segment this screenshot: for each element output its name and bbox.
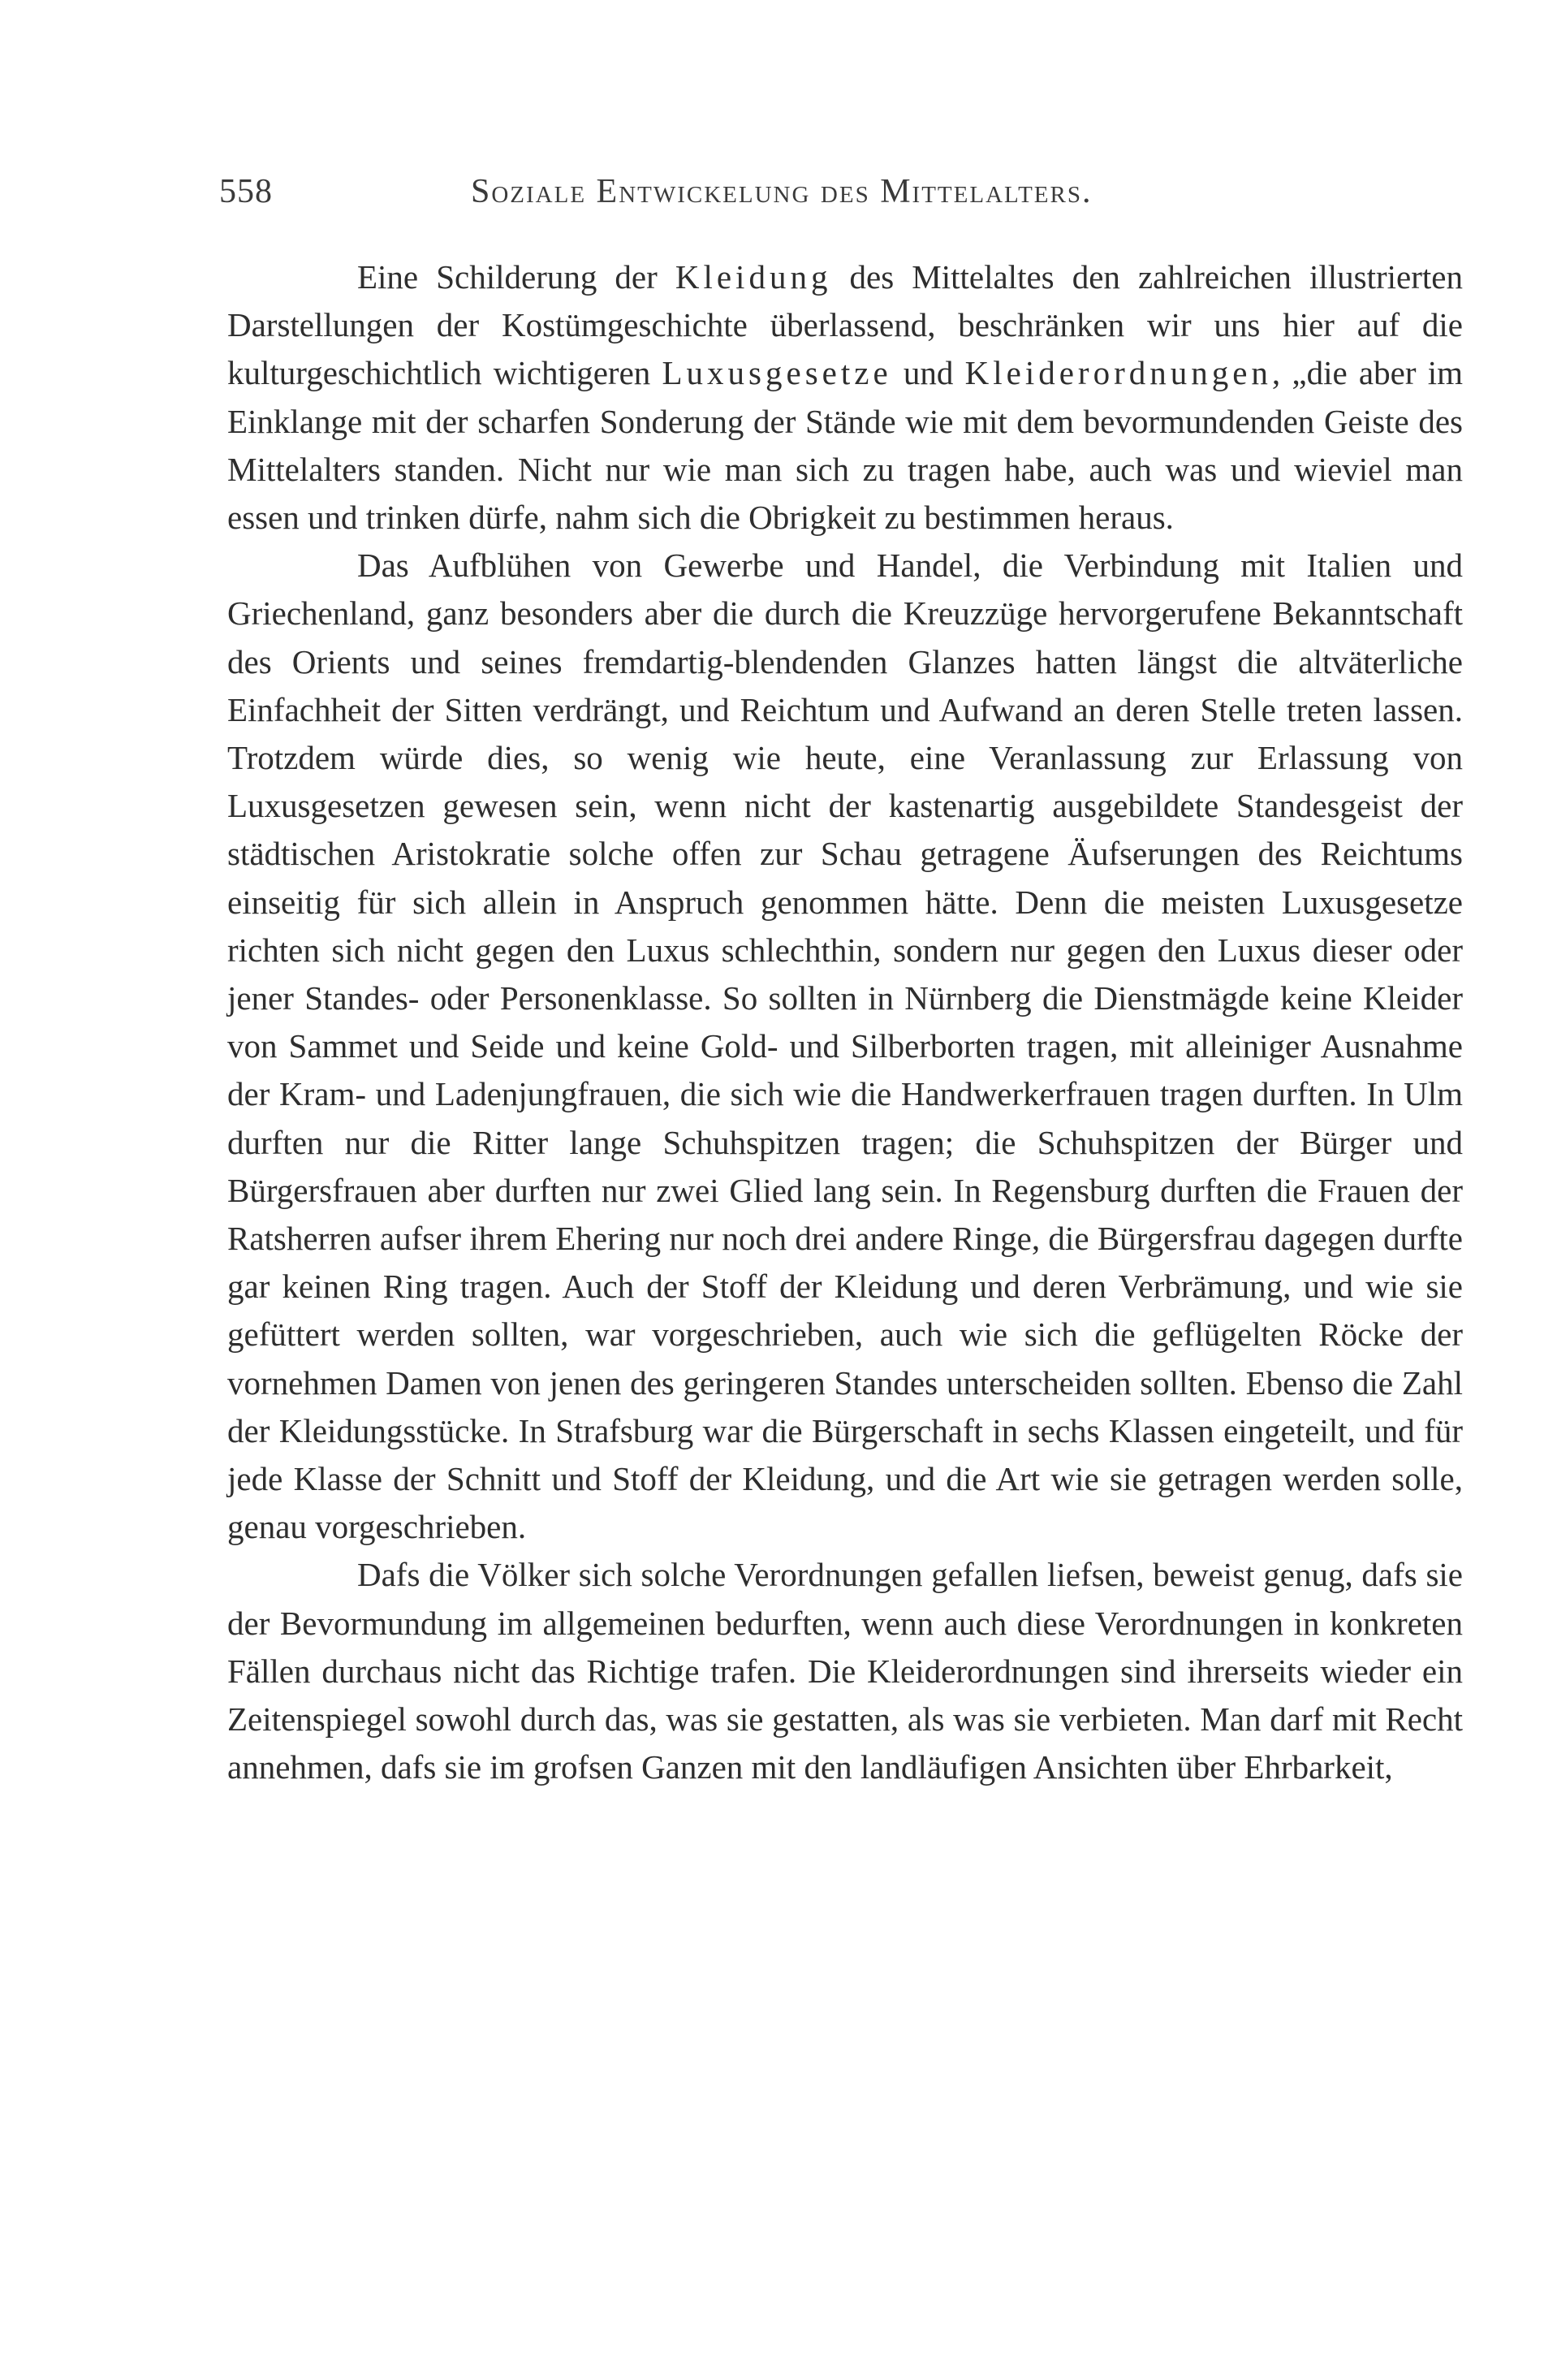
page-number: 558 — [219, 173, 273, 210]
body-text — [227, 253, 1463, 1792]
paragraph-3: Dafs die Völker sich solche Verordnungen gefallen liefsen, beweist genug, dafs sie der Bevormundung im allgemeinen bedurften, wenn auch diese Verordnungen in konkreten Fällen durchaus nicht das Richtige trafen. Die Kleiderordnungen sind ihrerseits wieder ein Zeitenspiegel sowohl durch das, was sie gestatten, als was sie verbieten. Man darf mit Recht annehmen, dafs sie im grofsen Ganzen mit den landläufigen Ansichten über Ehrbarkeit, — [227, 1556, 1463, 1786]
paragraph-2: Das Aufblühen von Gewerbe und Handel, die Verbindung mit Italien und Griechenland, ganz besonders aber die durch die Kreuzzüge hervorgerufene Bekanntschaft des Orients und seines fremdartig-blendenden Glanzes hatten längst die altväterliche Einfachheit der Sitten verdrängt, und Reichtum und Aufwand an deren Stelle treten lassen. Trotzdem würde dies, so wenig wie heute, eine Veranlassung zur Erlassung von Luxusgesetzen gewesen sein, wenn nicht der kastenartig ausgebildete Standesgeist der städtischen Aristokratie solche offen zur Schau getragene Äufserungen des Reichtums einseitig für sich allein in Anspruch genommen hätte. Denn die meisten Luxusgesetze richten sich nicht gegen den Luxus schlechthin, sondern nur gegen den Luxus dieser oder jener Standes- oder Personenklasse. So sollten in Nürnberg die Dienstmägde keine Kleider von Sammet und Seide und keine Gold- und Silberborten tragen, mit alleiniger Ausnahme der Kram- und Ladenjungfrauen, die sich wie die Handwerkerfrauen tragen durften. In Ulm durften nur die Ritter lange Schuhspitzen tragen; die Schuhspitzen der Bürger und Bürgersfrauen aber durften nur zwei Glied lang sein. In Regensburg durften die Frauen der Ratsherren aufser ihrem Ehering nur noch drei andere Ringe, die Bürgersfrau dagegen durfte gar keinen Ring tragen. Auch der Stoff der Kleidung und deren Verbrämung, und wie sie gefüttert werden sollten, war vorgeschrieben, auch wie sich die geflügelten Röcke der vornehmen Damen von jenen des geringeren Standes unterscheiden sollten. Ebenso die Zahl der Kleidungsstücke. In Strafsburg war die Bürgerschaft in sechs Klassen eingeteilt, und für jede Klasse der Schnitt und Stoff der Kleidung, und die Art wie sie getragen werden solle, genau vorgeschrieben. — [227, 546, 1463, 1546]
emphasis-kleiderordnungen: Kleiderordnungen — [964, 354, 1272, 392]
paragraph-1-text-a: Eine Schilderung der — [357, 258, 675, 296]
paragraph-1 — [227, 253, 1463, 542]
chapter-title: Soziale Entwickelung des Mittelalters. — [471, 173, 1093, 210]
emphasis-luxusgesetze: Luxusgesetze — [662, 354, 892, 392]
running-head — [219, 172, 1473, 221]
paragraph-1-text-c: des Mittelaltes den zahlreichen illustrierten Darstellungen der Kostümgeschichte überlassend, beschränken wir uns hier auf die kulturgeschichtlich wichtigeren — [227, 258, 1463, 392]
paragraph-1-text-g: , „die aber im Einklange mit der scharfen Sonderung der Stände wie mit dem bevormundenden Geiste des Mittelalters standen. Nicht nur wie man sich zu tragen habe, auch was und wieviel man essen und trinken dürfe, nahm sich die Obrigkeit zu bestimmen heraus. — [227, 354, 1463, 537]
paragraph-1-text-e: und — [891, 354, 965, 392]
emphasis-kleidung: Kleidung — [675, 258, 832, 296]
